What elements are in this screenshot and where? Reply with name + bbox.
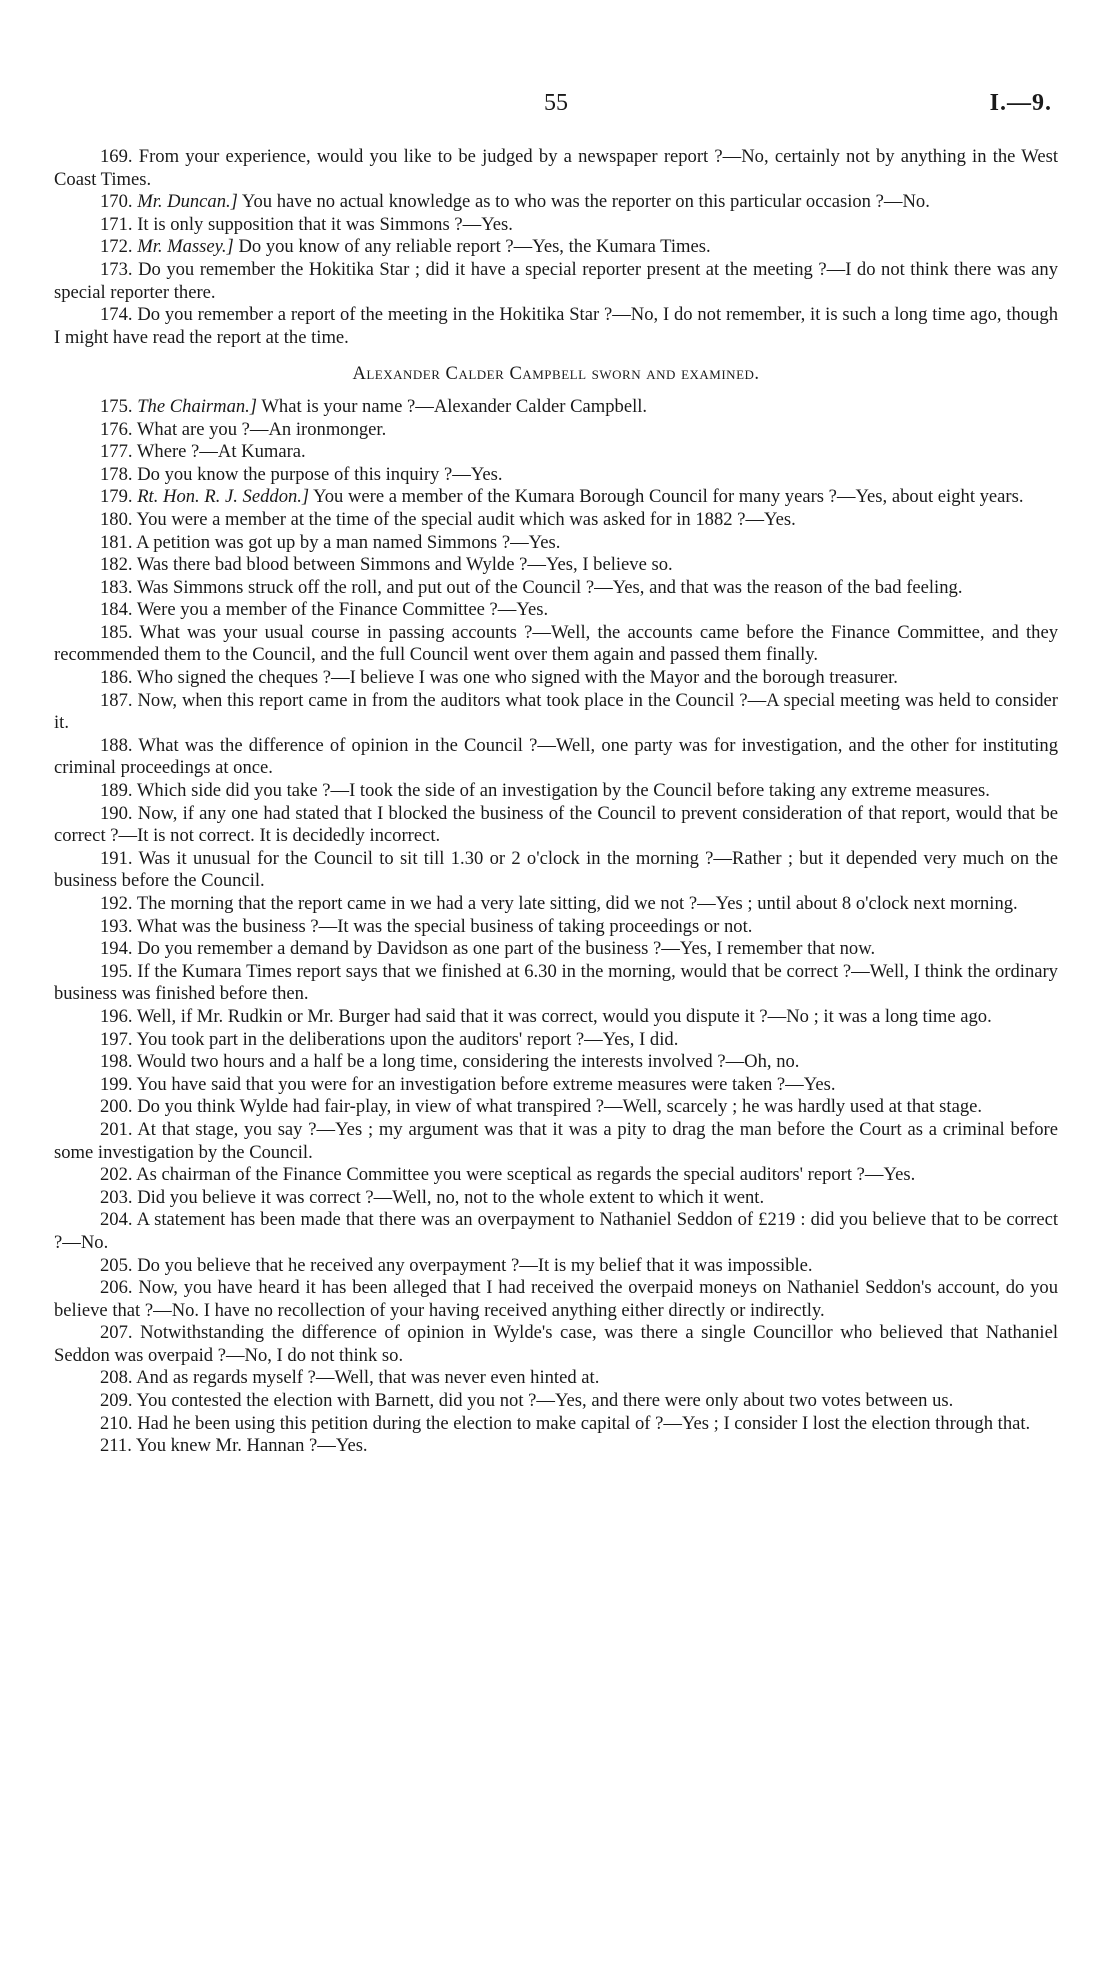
question-paragraph xyxy=(54,1006,1058,1029)
question-number: 198. xyxy=(100,1051,133,1073)
question-paragraph xyxy=(54,938,1058,961)
question-text: A petition was got up by a man named Simmons ?—Yes. xyxy=(136,531,561,553)
question-number: 169. xyxy=(100,146,133,167)
question-paragraph xyxy=(54,1322,1058,1367)
question-text: Was it unusual for the Council to sit till 1.30 or 2 o'clock in the morning ?—Rather ; but it depended very much on the business before the Council. xyxy=(54,847,1058,892)
question-paragraph xyxy=(54,916,1058,939)
question-paragraph xyxy=(54,893,1058,916)
question-number: 182. xyxy=(100,554,133,576)
document-page xyxy=(54,0,1058,1984)
question-paragraph xyxy=(54,1255,1058,1278)
question-text: Do you remember the Hokitika Star ; did it have a special reporter present at the meeting ?—I do not think there was any special reporter there. xyxy=(54,258,1059,303)
document-body xyxy=(54,146,1058,1458)
question-text: You knew Mr. Hannan ?—Yes. xyxy=(135,1435,368,1457)
question-number: 179. xyxy=(100,486,133,508)
question-text: Where ?—At Kumara. xyxy=(136,441,306,463)
question-paragraph xyxy=(54,146,1058,191)
question-paragraph xyxy=(54,464,1058,487)
speaker-name: Mr. Duncan.] xyxy=(137,191,238,213)
question-number: 183. xyxy=(100,576,133,598)
question-number: 200. xyxy=(100,1096,133,1118)
question-text: A statement has been made that there was an overpayment to Nathaniel Seddon of £219 : did you believe that to be correct ?—No. xyxy=(54,1209,1058,1253)
question-text: Do you know the purpose of this inquiry ?—Yes. xyxy=(137,463,503,485)
question-paragraph xyxy=(54,1367,1058,1390)
question-paragraph xyxy=(54,622,1058,667)
question-paragraph xyxy=(54,961,1058,1006)
question-number: 204. xyxy=(100,1209,133,1231)
question-number: 189. xyxy=(100,780,133,802)
question-paragraph xyxy=(54,304,1058,349)
question-text: If the Kumara Times report says that we finished at 6.30 in the morning, would that be correct ?—Well, I think the ordinary business was finished before then. xyxy=(54,960,1058,1005)
question-text: The morning that the report came in we had a very late sitting, did we not ?—Yes ; until about 8 o'clock next morning. xyxy=(136,893,1018,914)
question-number: 201. xyxy=(100,1118,133,1140)
question-paragraph xyxy=(54,1051,1058,1074)
paper-reference: I.—9. xyxy=(989,90,1052,116)
question-paragraph xyxy=(54,236,1058,259)
question-number: 177. xyxy=(100,441,133,463)
question-paragraph xyxy=(54,1096,1058,1119)
question-number: 173. xyxy=(100,258,133,280)
question-text: Now, you have heard it has been alleged that I had received the overpaid moneys on Nathaniel Seddon's account, do you believe that ?—No. I have no recollection of your having received anything either directly or indirectly. xyxy=(54,1277,1058,1321)
question-number: 170. xyxy=(100,191,133,213)
question-text: At that stage, you say ?—Yes ; my argument was that it was a pity to drag the man before the Court as a criminal before some investigation by the Council. xyxy=(54,1118,1058,1163)
question-number: 205. xyxy=(100,1254,133,1276)
question-paragraph xyxy=(54,599,1058,622)
question-number: 209. xyxy=(100,1390,133,1412)
speaker-name: Rt. Hon. R. J. Seddon.] xyxy=(137,486,310,508)
question-text: What was the difference of opinion in the Council ?—Well, one party was for investigation, and the other for instituting criminal proceedings at once. xyxy=(54,734,1058,779)
page-header xyxy=(54,90,1058,122)
question-number: 180. xyxy=(100,508,133,530)
question-paragraph xyxy=(54,735,1058,780)
question-text: Now, when this report came in from the auditors what took place in the Council ?—A special meeting was held to consider it. xyxy=(54,689,1058,734)
question-paragraph xyxy=(54,1074,1058,1097)
question-text: Who signed the cheques ?—I believe I was one who signed with the Mayor and the borough treasurer. xyxy=(136,667,898,689)
question-text: Do you know of any reliable report ?—Yes, the Kumara Times. xyxy=(238,236,711,258)
question-paragraph xyxy=(54,1277,1058,1322)
question-number: 193. xyxy=(100,915,133,937)
question-paragraph xyxy=(54,259,1058,304)
question-text: Now, if any one had stated that I blocked the business of the Council to prevent consideration of that report, would that be correct ?—It is not correct. It is decidedly incorrect. xyxy=(54,802,1058,847)
question-number: 192. xyxy=(100,893,133,914)
question-number: 199. xyxy=(100,1073,133,1095)
question-paragraph xyxy=(54,1119,1058,1164)
question-paragraph xyxy=(54,1029,1058,1052)
question-number: 176. xyxy=(100,418,133,440)
question-text: You took part in the deliberations upon the auditors' report ?—Yes, I did. xyxy=(136,1028,679,1050)
question-paragraph xyxy=(54,577,1058,600)
question-paragraph xyxy=(54,532,1058,555)
question-number: 185. xyxy=(100,621,133,643)
question-text: From your experience, would you like to be judged by a newspaper report ?—No, certainly not by anything in the West Coast Times. xyxy=(54,146,1058,190)
question-text: Do you believe that he received any overpayment ?—It is my belief that it was impossible. xyxy=(137,1254,813,1276)
question-paragraph xyxy=(54,1435,1058,1458)
question-number: 206. xyxy=(100,1277,133,1299)
question-paragraph xyxy=(54,1413,1058,1436)
question-paragraph xyxy=(54,509,1058,532)
question-paragraph xyxy=(54,396,1058,419)
question-paragraph xyxy=(54,667,1058,690)
question-text: You contested the election with Barnett, did you not ?—Yes, and there were only about two votes between us. xyxy=(136,1390,954,1412)
page-number: 55 xyxy=(544,90,568,116)
question-number: 184. xyxy=(100,599,133,621)
question-paragraph xyxy=(54,848,1058,893)
question-paragraph xyxy=(54,1209,1058,1254)
question-text: Were you a member of the Finance Committee ?—Yes. xyxy=(136,599,549,621)
question-text: Notwithstanding the difference of opinion in Wylde's case, was there a single Councillor who believed that Nathaniel Seddon was overpaid ?—No, I do not think so. xyxy=(54,1322,1058,1366)
question-paragraph xyxy=(54,1164,1058,1187)
question-text: What was your usual course in passing accounts ?—Well, the accounts came before the Finance Committee, and they recommended them to the Council, and the full Council went over them again and passed them finally. xyxy=(54,621,1058,666)
question-number: 190. xyxy=(100,802,133,824)
question-text: Do you remember a report of the meeting in the Hokitika Star ?—No, I do not remember, it is such a long time ago, though I might have read the report at the time. xyxy=(54,304,1058,348)
question-number: 174. xyxy=(100,304,133,326)
question-text: You were a member at the time of the special audit which was asked for in 1882 ?—Yes. xyxy=(136,508,796,530)
question-text: Which side did you take ?—I took the side of an investigation by the Council before taking any extreme measures. xyxy=(136,780,990,802)
question-number: 202. xyxy=(100,1164,133,1186)
question-paragraph xyxy=(54,803,1058,848)
question-paragraph xyxy=(54,486,1058,509)
question-number: 195. xyxy=(100,960,133,982)
question-number: 207. xyxy=(100,1322,133,1344)
question-text: What was the business ?—It was the special business of taking proceedings or not. xyxy=(136,915,753,937)
question-paragraph xyxy=(54,1390,1058,1413)
question-paragraph xyxy=(54,214,1058,237)
question-paragraph xyxy=(54,419,1058,442)
question-number: 194. xyxy=(100,938,133,960)
speaker-name: Mr. Massey.] xyxy=(137,236,234,258)
question-number: 178. xyxy=(100,463,133,485)
question-text: Would two hours and a half be a long time, considering the interests involved ?—Oh, no. xyxy=(136,1051,800,1073)
question-number: 197. xyxy=(100,1028,133,1050)
question-number: 171. xyxy=(100,213,133,235)
question-text: What is your name ?—Alexander Calder Campbell. xyxy=(261,395,648,417)
questions-after-section xyxy=(54,396,1058,1458)
question-text: Do you think Wylde had fair-play, in view of what transpired ?—Well, scarcely ; he was hardly used at that stage. xyxy=(137,1096,983,1118)
question-text: Did you believe it was correct ?—Well, no, not to the whole extent to which it went. xyxy=(137,1186,765,1208)
question-text: You have no actual knowledge as to who was the reporter on this particular occasion ?—No. xyxy=(241,191,930,213)
question-number: 211. xyxy=(100,1435,132,1457)
question-number: 191. xyxy=(100,847,133,869)
question-number: 187. xyxy=(100,689,133,711)
question-paragraph xyxy=(54,191,1058,214)
question-text: And as regards myself ?—Well, that was never even hinted at. xyxy=(136,1367,600,1389)
question-text: Had he been using this petition during the election to make capital of ?—Yes ; I consider I lost the election through that. xyxy=(137,1412,1031,1434)
question-text: It is only supposition that it was Simmons ?—Yes. xyxy=(137,213,513,235)
question-text: Well, if Mr. Rudkin or Mr. Burger had said that it was correct, would you dispute it ?—No ; it was a long time ago. xyxy=(136,1005,992,1027)
question-paragraph xyxy=(54,441,1058,464)
question-number: 208. xyxy=(100,1367,133,1389)
question-text: You have said that you were for an investigation before extreme measures were taken ?—Yes. xyxy=(136,1073,836,1095)
questions-before-section xyxy=(54,146,1058,349)
question-number: 196. xyxy=(100,1005,133,1027)
question-number: 181. xyxy=(100,531,133,553)
question-number: 188. xyxy=(100,734,133,756)
question-text: Do you remember a demand by Davidson as one part of the business ?—Yes, I remember that now. xyxy=(137,938,876,960)
question-text: As chairman of the Finance Committee you were sceptical as regards the special auditors' report ?—Yes. xyxy=(136,1164,916,1186)
question-paragraph xyxy=(54,780,1058,803)
question-number: 186. xyxy=(100,667,133,689)
question-paragraph xyxy=(54,690,1058,735)
question-text: What are you ?—An ironmonger. xyxy=(136,418,387,440)
question-number: 203. xyxy=(100,1186,133,1208)
section-heading: Alexander Calder Campbell sworn and examined. xyxy=(352,363,760,385)
question-text: Was Simmons struck off the roll, and put out of the Council ?—Yes, and that was the reason of the bad feeling. xyxy=(136,576,963,598)
question-text: You were a member of the Kumara Borough Council for many years ?—Yes, about eight years. xyxy=(313,486,1024,508)
question-text: Was there bad blood between Simmons and Wylde ?—Yes, I believe so. xyxy=(136,554,673,576)
question-number: 172. xyxy=(100,236,133,258)
question-paragraph xyxy=(54,1187,1058,1210)
question-number: 210. xyxy=(100,1412,133,1434)
question-paragraph xyxy=(54,554,1058,577)
speaker-name: The Chairman.] xyxy=(137,395,258,417)
question-number: 175. xyxy=(100,395,133,417)
